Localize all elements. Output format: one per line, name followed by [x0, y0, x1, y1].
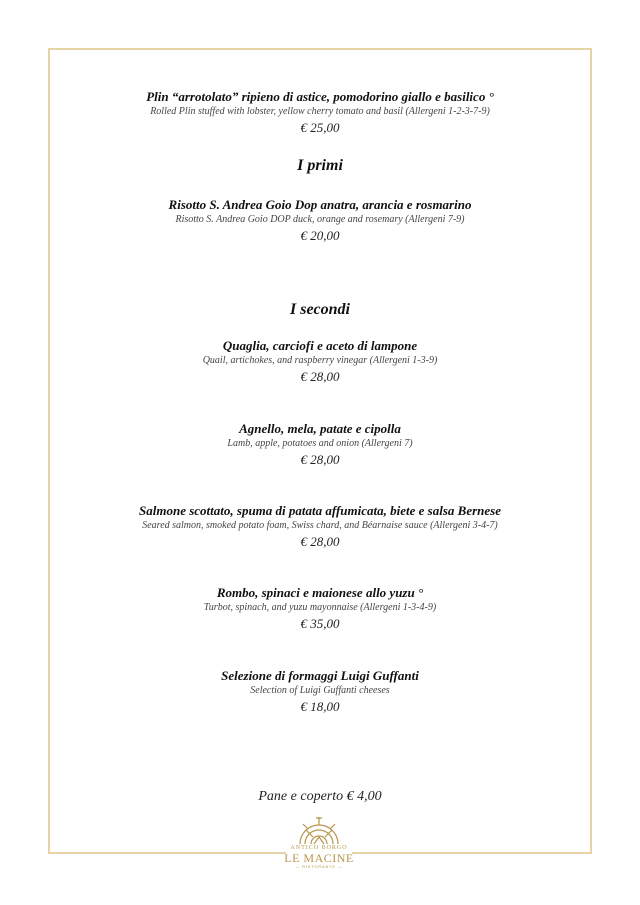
dish-name: Rombo, spinaci e maionese allo yuzu ° — [216, 585, 424, 600]
dish-description: Rolled Plin stuffed with lobster, yellow cherry tomato and basil (Allergeni 1-2-3-7-9) — [150, 106, 490, 117]
frame-border-bottom-left — [48, 852, 286, 854]
cover-charge: Pane e coperto € 4,00 — [258, 789, 382, 804]
frame-border-top — [48, 48, 592, 50]
dish-description: Lamb, apple, potatoes and onion (Allergeni 7) — [227, 438, 413, 449]
logo-line-le-macine: LE MACINE — [284, 851, 354, 865]
logo-line-antico-borgo: ANTICO BORGO — [290, 845, 348, 851]
dish-description: Selection of Luigi Guffanti cheeses — [250, 685, 390, 696]
section-title-primi: I primi — [297, 157, 343, 174]
millwheel-icon — [297, 815, 341, 845]
dish-description: Risotto S. Andrea Goio DOP duck, orange and rosemary (Allergeni 7-9) — [175, 214, 465, 225]
dish-name: Selezione di formaggi Luigi Guffanti — [221, 668, 419, 683]
menu-item — [50, 88, 590, 137]
dish-price: € 28,00 — [300, 452, 340, 467]
restaurant-logo — [283, 815, 355, 877]
dish-price: € 28,00 — [300, 369, 340, 384]
dish-price: € 28,00 — [300, 534, 340, 549]
logo-line-ristorante: — RISTORANTE — — [295, 864, 343, 869]
menu-item — [50, 584, 590, 633]
dish-price: € 20,00 — [300, 228, 340, 243]
dish-name: Quaglia, carciofi e aceto di lampone — [222, 338, 418, 353]
dish-price: € 35,00 — [300, 616, 340, 631]
dish-description: Quail, artichokes, and raspberry vinegar (Allergeni 1-3-9) — [202, 355, 438, 366]
dish-description: Turbot, spinach, and yuzu mayonnaise (Allergeni 1-3-4-9) — [203, 602, 437, 613]
frame-border-right — [590, 48, 592, 853]
dish-price: € 25,00 — [300, 120, 340, 135]
frame-border-bottom-right — [352, 852, 592, 854]
menu-item — [50, 337, 590, 386]
menu-item — [50, 667, 590, 716]
dish-name: Salmone scottato, spuma di patata affumicata, biete e salsa Bernese — [139, 503, 501, 518]
dish-price: € 18,00 — [300, 699, 340, 714]
dish-name: Plin “arrotolato” ripieno di astice, pomodorino giallo e basilico ° — [146, 89, 494, 104]
menu-item — [50, 196, 590, 245]
menu-item — [50, 420, 590, 469]
menu-item — [50, 502, 590, 551]
dish-name: Agnello, mela, patate e cipolla — [239, 421, 401, 436]
dish-description: Seared salmon, smoked potato foam, Swiss chard, and Béarnaise sauce (Allergeni 3-4-7) — [142, 520, 498, 531]
dish-name: Risotto S. Andrea Goio Dop anatra, arancia e rosmarino — [168, 197, 472, 212]
section-title-secondi: I secondi — [290, 301, 350, 318]
